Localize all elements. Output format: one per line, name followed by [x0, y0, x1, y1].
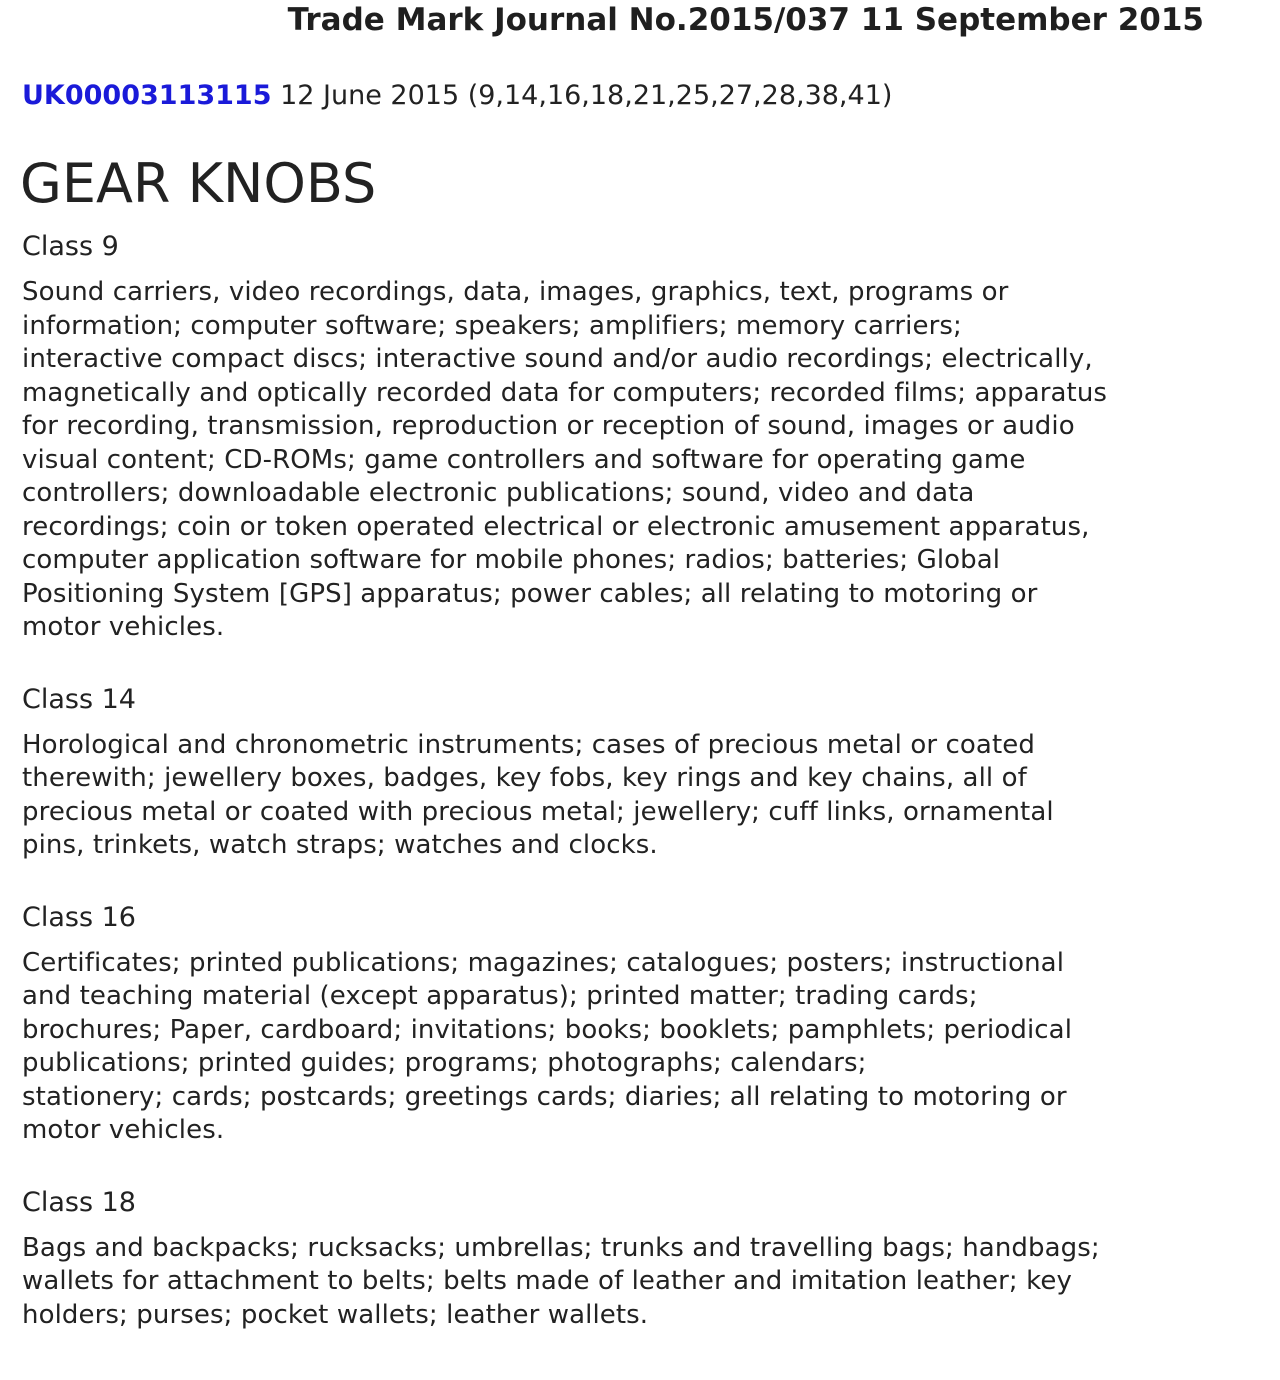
description-line: therewith; jewellery boxes, badges, key fobs, key rings and key chains, all of: [22, 763, 1027, 793]
description-line: Sound carriers, video recordings, data, images, graphics, text, programs or: [22, 277, 1009, 307]
class-block: [22, 683, 1222, 863]
description-line: holders; purses; pocket wallets; leather wallets.: [22, 1299, 649, 1330]
description-line: motor vehicles.: [22, 612, 225, 642]
description-line: precious metal or coated with precious metal; jewellery; cuff links, ornamental: [22, 796, 1054, 827]
description-line: and teaching material (except apparatus); printed matter; trading cards;: [22, 981, 978, 1011]
description-line: motor vehicles.: [22, 1115, 225, 1145]
mark-title: GEAR KNOBS: [20, 152, 377, 215]
description-line: Bags and backpacks; rucksacks; umbrellas; trunks and travelling bags; handbags;: [22, 1232, 1100, 1263]
class-heading: Class 9: [22, 231, 119, 262]
description-line: Horological and chronometric instruments; cases of precious metal or coated: [22, 729, 1035, 760]
class-list: [22, 230, 1222, 1332]
description-line: pins, trinkets, watch straps; watches and clocks.: [22, 830, 658, 860]
mark-details: 12 June 2015 (9,14,16,18,21,25,27,28,38,41): [280, 80, 893, 111]
description-line: visual content; CD-ROMs; game controllers and software for operating game: [22, 444, 1026, 475]
class-block: [22, 1186, 1222, 1333]
description-line: information; computer software; speakers; amplifiers; memory carriers;: [22, 310, 962, 341]
description-line: publications; printed guides; programs; photographs; calendars;: [22, 1048, 867, 1078]
description-line: computer application software for mobile phones; radios; batteries; Global: [22, 545, 1001, 575]
class-heading: Class 16: [22, 901, 136, 933]
mark-id-link[interactable]: UK00003113115: [22, 80, 272, 111]
description-line: brochures; Paper, cardboard; invitations; books; booklets; pamphlets; periodical: [22, 1014, 1073, 1045]
class-description: [22, 947, 1222, 1148]
class-heading: Class 14: [22, 683, 136, 715]
class-block: [22, 230, 1222, 645]
description-line: Positioning System [GPS] apparatus; power cables; all relating to motoring or: [22, 578, 1038, 609]
class-description: [22, 729, 1222, 863]
class-description: [22, 1232, 1222, 1333]
description-line: for recording, transmission, reproduction or reception of sound, images or audio: [22, 411, 1075, 441]
description-line: stationery; cards; postcards; greetings cards; diaries; all relating to motoring or: [22, 1081, 1067, 1112]
description-line: recordings; coin or token operated electrical or electronic amusement apparatus,: [22, 511, 1090, 542]
journal-header: Trade Mark Journal No.2015/037 11 September 2015: [287, 2, 1204, 38]
description-line: controllers; downloadable electronic publications; sound, video and data: [22, 478, 975, 508]
description-line: wallets for attachment to belts; belts made of leather and imitation leather; key: [22, 1266, 1072, 1296]
description-line: Certificates; printed publications; magazines; catalogues; posters; instructional: [22, 947, 1065, 978]
class-heading: Class 18: [22, 1186, 136, 1218]
description-line: interactive compact discs; interactive sound and/or audio recordings; electrically,: [22, 344, 1093, 374]
class-description: [22, 276, 1222, 645]
class-block: [22, 901, 1222, 1148]
description-line: magnetically and optically recorded data for computers; recorded films; apparatus: [22, 377, 1108, 408]
mark-line: [22, 76, 892, 116]
